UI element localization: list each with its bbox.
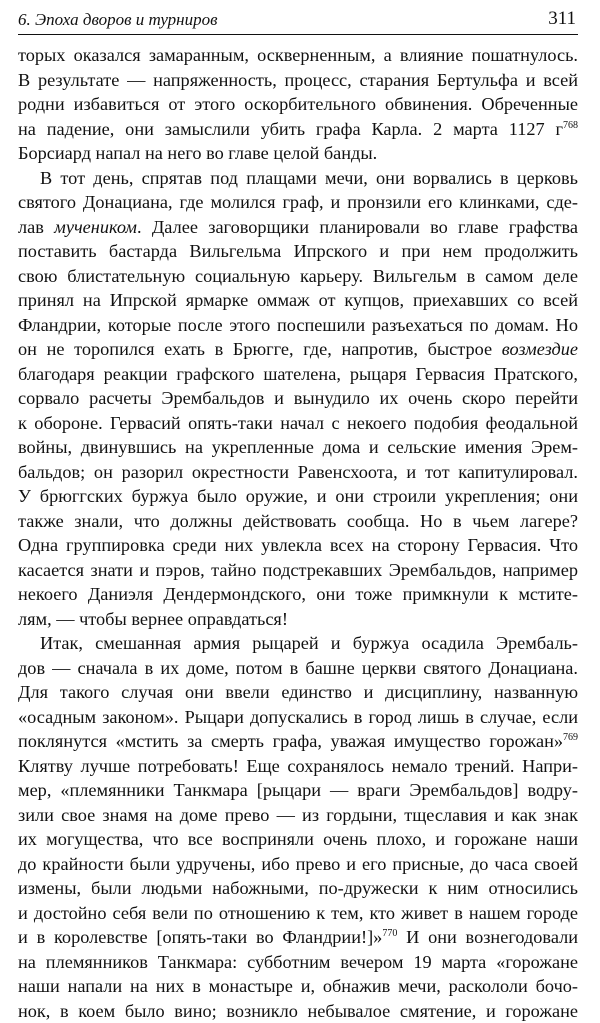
line-text: к обороне. Гервасий опять-таки начал с некоего подобия феодальной — [18, 413, 578, 433]
text-line — [18, 362, 578, 387]
text-line — [18, 141, 578, 166]
line-text: также знали, что должны действовать сообща. Но в чьем лагере? — [18, 511, 578, 531]
text-line — [18, 705, 578, 730]
emphasis-text: мучеником — [54, 217, 137, 237]
text-line — [18, 435, 578, 460]
text-line — [18, 337, 578, 362]
text-line — [18, 558, 578, 583]
text-line — [18, 509, 578, 534]
line-text: Итак, смешанная армия рыцарей и буржуа осадила Эрембаль- — [40, 633, 578, 653]
text-line — [18, 607, 578, 632]
line-text-cont: И они вознегодовали — [397, 927, 578, 947]
line-text: У брюггских буржуа было оружие, и они строили укрепления; они — [18, 486, 578, 506]
line-text: и достойно себя вели по отношению к тем, кто живет в нашем городе — [18, 903, 578, 923]
line-text: на падение, они замыслили убить графа Карла. 2 марта 1127 г — [18, 119, 563, 139]
line-text: наши напали на них в монастыре и, обнажив мечи, раскололи бочо- — [18, 976, 578, 996]
footnote-ref: 770 — [382, 928, 397, 939]
text-line — [18, 313, 578, 338]
text-line — [18, 999, 578, 1023]
text-line — [18, 582, 578, 607]
line-text: и в королевстве [опять-таки во Фландрии!]» — [18, 927, 382, 947]
line-text: «осадным законом». Рыцари допускались в город лишь в случае, если — [18, 707, 578, 727]
line-text: он не торопился ехать в Брюгге, где, напротив, быстрое — [18, 339, 502, 359]
text-line — [18, 631, 578, 656]
text-line — [18, 460, 578, 485]
text-line — [18, 215, 578, 240]
line-text: мер, «племянники Танкмара [рыцари — враги Эрембальдов] водру- — [18, 780, 578, 800]
text-line — [18, 92, 578, 117]
line-text: Фландрии, которые после этого поспешили разъехаться по домам. Но — [18, 315, 578, 335]
footnote-ref: 768 — [563, 120, 578, 131]
line-text: на племянников Танкмара: субботним вечером 19 марта «горожане — [18, 952, 578, 972]
text-line — [18, 901, 578, 926]
text-line — [18, 974, 578, 999]
text-line — [18, 411, 578, 436]
line-text: поклянутся «мстить за смерть графа, уважая имущество горожан» — [18, 731, 563, 751]
text-line — [18, 190, 578, 215]
text-line — [18, 827, 578, 852]
text-line — [18, 239, 578, 264]
footnote-ref: 769 — [563, 732, 578, 743]
text-line — [18, 68, 578, 93]
body-text — [18, 43, 578, 1023]
text-line — [18, 117, 578, 142]
line-text: свою блистательную социальную карьеру. Вильгельм в самом деле — [18, 266, 578, 286]
text-line — [18, 803, 578, 828]
running-header — [18, 0, 578, 35]
text-line — [18, 166, 578, 191]
line-text: дов — сначала в их доме, потом в башне церкви святого Донациана. — [18, 658, 578, 678]
line-text: до крайности были удручены, ибо прево и его присные, до часа своей — [18, 854, 578, 874]
text-line — [18, 680, 578, 705]
text-line — [18, 484, 578, 509]
text-line — [18, 729, 578, 754]
line-text: бальдов; он разорил окрестности Равенсхоота, и тот капитулировал. — [18, 462, 578, 482]
line-text: некоего Даниэля Дендермондского, они тоже примкнули к мстите- — [18, 584, 578, 604]
line-text: зили свое знамя на доме прево — из гордыни, тщеславия и как знак — [18, 805, 578, 825]
line-text: лям, — чтобы вернее оправдаться! — [18, 609, 288, 629]
emphasis-text: возмездие — [502, 339, 578, 359]
text-line — [18, 533, 578, 558]
line-text: святого Донациана, где молился граф, и пронзили его клинками, сде- — [18, 192, 578, 212]
line-text: благодаря реакции графского шателена, рыцаря Гервасия Пратского, — [18, 364, 578, 384]
line-text: касается знати и пэров, тайно подстрекавших Эрембальдов, например — [18, 560, 578, 580]
text-line — [18, 876, 578, 901]
text-line — [18, 288, 578, 313]
text-line — [18, 950, 578, 975]
line-text: их могущества, что все восприняли очень плохо, и горожане наши — [18, 829, 578, 849]
line-text: В результате — напряженность, процесс, старания Бертульфа и всей — [18, 70, 578, 90]
line-text: измены, были людьми набожными, по-дружески к ним относились — [18, 878, 578, 898]
page-number: 311 — [548, 8, 576, 30]
line-text: Одна группировка среди них увлекла всех на сторону Гервасия. Что — [18, 535, 578, 555]
text-line — [18, 656, 578, 681]
line-text: лав — [18, 217, 54, 237]
text-line — [18, 778, 578, 803]
line-text: войны, двинувшись на укрепленные дома и сельские имения Эрем- — [18, 437, 578, 457]
text-line — [18, 925, 578, 950]
text-line — [18, 754, 578, 779]
line-text: Клятву лучше потребовать! Еще сохранялось немало трений. Напри- — [18, 756, 578, 776]
line-text: В тот день, спрятав под плащами мечи, они ворвались в церковь — [40, 168, 578, 188]
line-text: Борсиард напал на него во главе целой банды. — [18, 143, 377, 163]
line-text: принял на Ипрской ярмарке оммаж от купцов, приехавших со всей — [18, 290, 578, 310]
text-line — [18, 264, 578, 289]
line-text-cont: . Далее заговорщики планировали во главе графства — [137, 217, 578, 237]
chapter-title: 6. Эпоха дворов и турниров — [18, 10, 217, 30]
line-text: родни избавиться от этого оскорбительного обвинения. Обреченные — [18, 94, 578, 114]
text-line — [18, 386, 578, 411]
line-text: торых оказался замаранным, оскверненным, а влияние пошатнулось. — [18, 45, 578, 65]
line-text: Для такого случая они ввели единство и дисциплину, названную — [18, 682, 578, 702]
line-text: нок, в коем было вино; возникло небывалое смятение, и горожане — [18, 1001, 578, 1021]
line-text: поставить бастарда Вильгельма Ипрского и при нем продолжить — [18, 241, 578, 261]
text-line — [18, 43, 578, 68]
text-line — [18, 852, 578, 877]
line-text: сорвало расчеты Эрембальдов и вынудило их очень скоро перейти — [18, 388, 578, 408]
